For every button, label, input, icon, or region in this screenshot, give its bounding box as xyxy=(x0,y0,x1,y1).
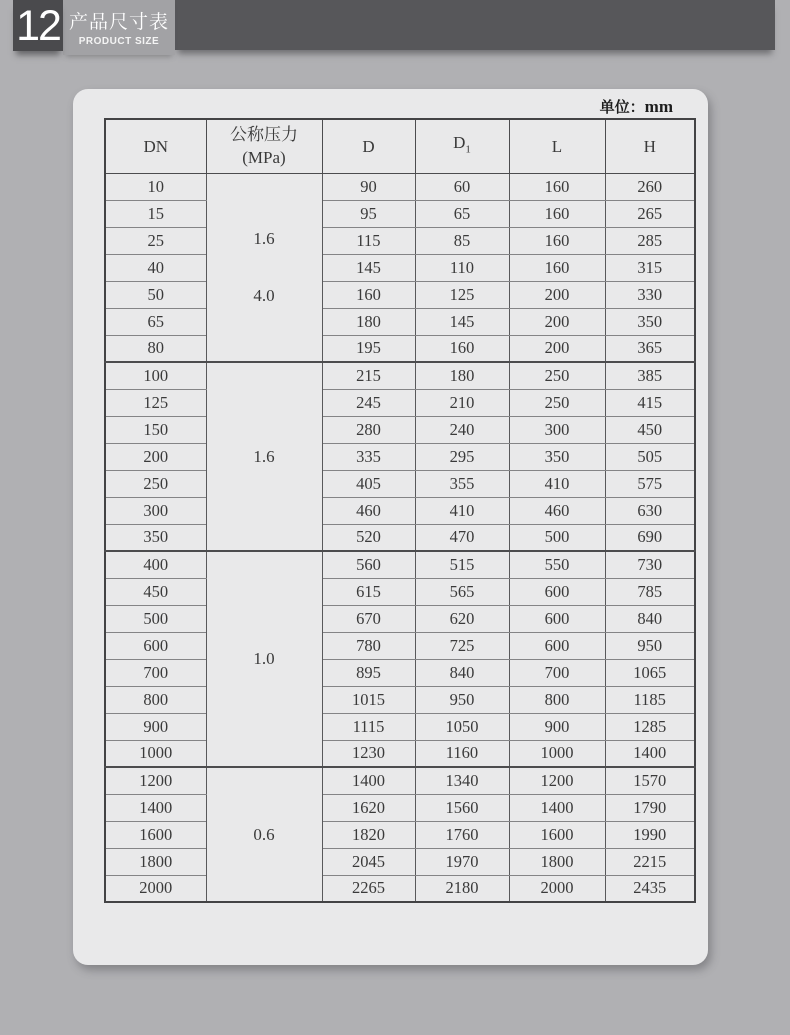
l-cell: 500 xyxy=(509,524,605,551)
pressure-cell xyxy=(206,173,322,362)
h-cell: 950 xyxy=(605,632,695,659)
dn-cell: 40 xyxy=(105,254,206,281)
size-row xyxy=(105,173,695,200)
dn-cell: 1400 xyxy=(105,794,206,821)
d-cell: 560 xyxy=(322,551,415,578)
d1-cell: 65 xyxy=(415,200,509,227)
size-row xyxy=(105,659,695,686)
l-cell: 1000 xyxy=(509,740,605,767)
d-cell: 280 xyxy=(322,416,415,443)
d1-cell: 210 xyxy=(415,389,509,416)
h-cell: 330 xyxy=(605,281,695,308)
d1-cell: 1340 xyxy=(415,767,509,794)
dn-cell: 1800 xyxy=(105,848,206,875)
l-cell: 1600 xyxy=(509,821,605,848)
h-cell: 1400 xyxy=(605,740,695,767)
l-cell: 600 xyxy=(509,578,605,605)
l-cell: 200 xyxy=(509,335,605,362)
l-cell: 600 xyxy=(509,605,605,632)
size-row xyxy=(105,875,695,902)
h-cell: 385 xyxy=(605,362,695,389)
h-cell: 415 xyxy=(605,389,695,416)
size-row xyxy=(105,281,695,308)
size-row xyxy=(105,443,695,470)
dn-cell: 600 xyxy=(105,632,206,659)
l-cell: 160 xyxy=(509,200,605,227)
dn-cell: 350 xyxy=(105,524,206,551)
size-row xyxy=(105,227,695,254)
dn-cell: 100 xyxy=(105,362,206,389)
pressure-cell xyxy=(206,551,322,767)
l-cell: 410 xyxy=(509,470,605,497)
size-table-body xyxy=(105,173,695,902)
d-cell: 670 xyxy=(322,605,415,632)
dn-cell: 900 xyxy=(105,713,206,740)
h-cell: 1570 xyxy=(605,767,695,794)
d1-cell: 85 xyxy=(415,227,509,254)
dn-cell: 700 xyxy=(105,659,206,686)
d-cell: 895 xyxy=(322,659,415,686)
h-cell: 450 xyxy=(605,416,695,443)
d1-cell: 410 xyxy=(415,497,509,524)
pressure-cell xyxy=(206,767,322,902)
h-cell: 690 xyxy=(605,524,695,551)
dn-cell: 125 xyxy=(105,389,206,416)
l-cell: 200 xyxy=(509,308,605,335)
h-cell: 315 xyxy=(605,254,695,281)
d-cell: 1230 xyxy=(322,740,415,767)
h-cell: 1285 xyxy=(605,713,695,740)
h-cell: 1790 xyxy=(605,794,695,821)
h-cell: 630 xyxy=(605,497,695,524)
d1-cell: 470 xyxy=(415,524,509,551)
d-cell: 460 xyxy=(322,497,415,524)
size-row xyxy=(105,605,695,632)
size-row xyxy=(105,470,695,497)
d1-cell: 1160 xyxy=(415,740,509,767)
product-size-card xyxy=(73,89,708,965)
dn-cell: 65 xyxy=(105,308,206,335)
l-cell: 1800 xyxy=(509,848,605,875)
section-header-bar xyxy=(175,0,775,50)
column-header: DN xyxy=(105,119,206,173)
d1-cell: 515 xyxy=(415,551,509,578)
d-cell: 115 xyxy=(322,227,415,254)
d1-cell: 60 xyxy=(415,173,509,200)
d-cell: 615 xyxy=(322,578,415,605)
l-cell: 160 xyxy=(509,173,605,200)
size-row xyxy=(105,551,695,578)
d-cell: 335 xyxy=(322,443,415,470)
h-cell: 730 xyxy=(605,551,695,578)
d1-cell: 725 xyxy=(415,632,509,659)
dn-cell: 500 xyxy=(105,605,206,632)
d-cell: 1400 xyxy=(322,767,415,794)
d1-cell: 2180 xyxy=(415,875,509,902)
l-cell: 1200 xyxy=(509,767,605,794)
dn-cell: 150 xyxy=(105,416,206,443)
section-title-tab xyxy=(63,0,175,55)
column-header-row xyxy=(105,119,695,173)
d1-cell: 125 xyxy=(415,281,509,308)
pressure-value: 1.6 xyxy=(253,228,275,248)
size-row xyxy=(105,740,695,767)
h-cell: 2215 xyxy=(605,848,695,875)
column-header: H xyxy=(605,119,695,173)
d-cell: 405 xyxy=(322,470,415,497)
d1-cell: 1050 xyxy=(415,713,509,740)
d-cell: 2045 xyxy=(322,848,415,875)
size-row xyxy=(105,308,695,335)
l-cell: 160 xyxy=(509,227,605,254)
h-cell: 575 xyxy=(605,470,695,497)
d1-cell: 240 xyxy=(415,416,509,443)
d-cell: 215 xyxy=(322,362,415,389)
d-cell: 95 xyxy=(322,200,415,227)
d-cell: 160 xyxy=(322,281,415,308)
h-cell: 785 xyxy=(605,578,695,605)
section-number-badge: 12 xyxy=(13,0,63,51)
l-cell: 600 xyxy=(509,632,605,659)
pressure-value: 0.6 xyxy=(253,824,275,844)
column-header: 公称压力 (MPa) xyxy=(206,119,322,173)
l-cell: 350 xyxy=(509,443,605,470)
dn-cell: 800 xyxy=(105,686,206,713)
size-row xyxy=(105,632,695,659)
d-cell: 520 xyxy=(322,524,415,551)
d-cell: 90 xyxy=(322,173,415,200)
size-row xyxy=(105,794,695,821)
dn-cell: 300 xyxy=(105,497,206,524)
size-row xyxy=(105,362,695,389)
size-row xyxy=(105,200,695,227)
pressure-cell xyxy=(206,362,322,551)
size-row xyxy=(105,254,695,281)
dn-cell: 15 xyxy=(105,200,206,227)
unit-prefix: 单位： xyxy=(599,100,645,116)
size-row xyxy=(105,416,695,443)
l-cell: 700 xyxy=(509,659,605,686)
d-cell: 245 xyxy=(322,389,415,416)
h-cell: 1185 xyxy=(605,686,695,713)
section-title: 产品尺寸表 xyxy=(68,12,169,33)
dn-cell: 250 xyxy=(105,470,206,497)
h-cell: 350 xyxy=(605,308,695,335)
l-cell: 2000 xyxy=(509,875,605,902)
d1-cell: 950 xyxy=(415,686,509,713)
size-row xyxy=(105,686,695,713)
l-cell: 1400 xyxy=(509,794,605,821)
size-row xyxy=(105,335,695,362)
size-row xyxy=(105,848,695,875)
l-cell: 160 xyxy=(509,254,605,281)
size-table xyxy=(104,118,696,903)
pressure-value: 1.6 xyxy=(253,446,275,466)
dn-cell: 450 xyxy=(105,578,206,605)
dn-cell: 10 xyxy=(105,173,206,200)
d1-cell: 1970 xyxy=(415,848,509,875)
h-cell: 365 xyxy=(605,335,695,362)
d1-cell: 355 xyxy=(415,470,509,497)
d-cell: 1620 xyxy=(322,794,415,821)
d1-cell: 145 xyxy=(415,308,509,335)
d1-cell: 1760 xyxy=(415,821,509,848)
l-cell: 250 xyxy=(509,362,605,389)
h-cell: 1990 xyxy=(605,821,695,848)
size-row xyxy=(105,524,695,551)
column-header: $D_1$ xyxy=(415,119,509,173)
d1-cell: 295 xyxy=(415,443,509,470)
dn-cell: 200 xyxy=(105,443,206,470)
d-cell: 1820 xyxy=(322,821,415,848)
d1-cell: 565 xyxy=(415,578,509,605)
h-cell: 260 xyxy=(605,173,695,200)
d-cell: 780 xyxy=(322,632,415,659)
dn-cell: 1600 xyxy=(105,821,206,848)
d1-cell: 840 xyxy=(415,659,509,686)
dn-cell: 400 xyxy=(105,551,206,578)
h-cell: 840 xyxy=(605,605,695,632)
d1-cell: 160 xyxy=(415,335,509,362)
size-row xyxy=(105,713,695,740)
d-cell: 145 xyxy=(322,254,415,281)
h-cell: 1065 xyxy=(605,659,695,686)
d-cell: 2265 xyxy=(322,875,415,902)
pressure-value: 4.0 xyxy=(253,285,275,305)
d-cell: 195 xyxy=(322,335,415,362)
unit-value: mm xyxy=(644,97,673,116)
h-cell: 505 xyxy=(605,443,695,470)
dn-cell: 25 xyxy=(105,227,206,254)
l-cell: 250 xyxy=(509,389,605,416)
size-row xyxy=(105,497,695,524)
dn-cell: 1200 xyxy=(105,767,206,794)
l-cell: 800 xyxy=(509,686,605,713)
pressure-value: 1.0 xyxy=(253,649,275,668)
d1-cell: 620 xyxy=(415,605,509,632)
dn-cell: 1000 xyxy=(105,740,206,767)
d1-cell: 110 xyxy=(415,254,509,281)
size-row xyxy=(105,767,695,794)
d-cell: 1015 xyxy=(322,686,415,713)
size-row xyxy=(105,389,695,416)
section-subtitle: PRODUCT SIZE xyxy=(78,36,160,47)
column-header: L xyxy=(509,119,605,173)
h-cell: 285 xyxy=(605,227,695,254)
l-cell: 200 xyxy=(509,281,605,308)
l-cell: 900 xyxy=(509,713,605,740)
d-cell: 180 xyxy=(322,308,415,335)
d1-cell: 180 xyxy=(415,362,509,389)
l-cell: 300 xyxy=(509,416,605,443)
size-row xyxy=(105,578,695,605)
l-cell: 550 xyxy=(509,551,605,578)
unit-label xyxy=(600,96,673,117)
d1-cell: 1560 xyxy=(415,794,509,821)
dn-cell: 50 xyxy=(105,281,206,308)
column-header: D xyxy=(322,119,415,173)
l-cell: 460 xyxy=(509,497,605,524)
dn-cell: 80 xyxy=(105,335,206,362)
h-cell: 2435 xyxy=(605,875,695,902)
h-cell: 265 xyxy=(605,200,695,227)
d-cell: 1115 xyxy=(322,713,415,740)
size-row xyxy=(105,821,695,848)
dn-cell: 2000 xyxy=(105,875,206,902)
